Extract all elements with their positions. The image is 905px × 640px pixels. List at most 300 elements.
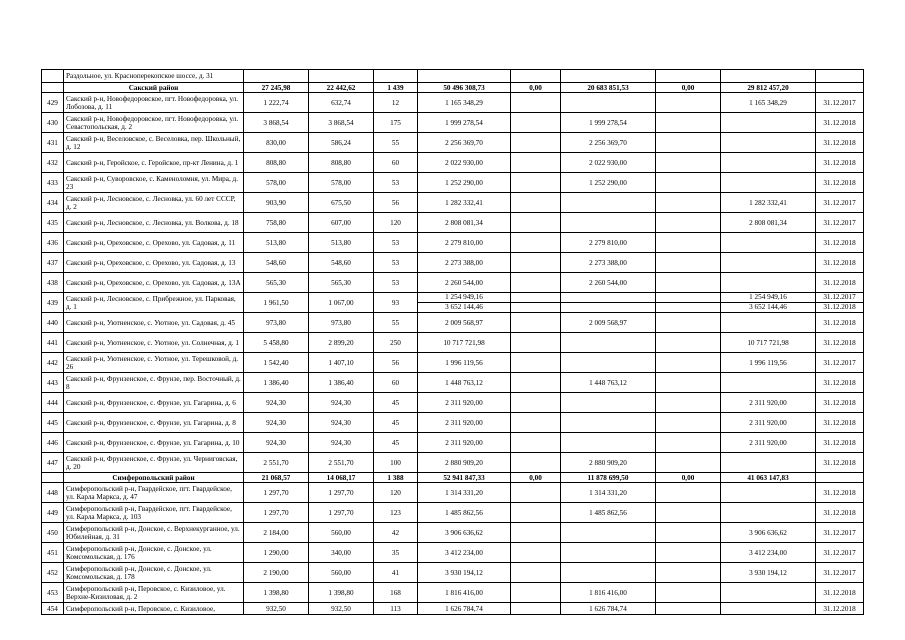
total-area: 903,90 [244, 193, 309, 213]
address-cell: Сакский р-н, Новофедоровское, пгт. Новофедоровка, ул. Севастопольская, д. 2 [64, 113, 244, 133]
cost-col-6: 1 314 331,20 [561, 483, 656, 503]
address-cell: Сакский р-н, Геройское, с. Геройское, пр-кт Ленина, д. 1 [64, 153, 244, 173]
residents-count: 120 [374, 483, 418, 503]
residential-area: 973,80 [309, 313, 374, 333]
total-cost: 2 256 369,70 [418, 133, 511, 153]
deadline-date [816, 293, 864, 313]
cost-col-7 [656, 333, 721, 353]
table-row [42, 393, 864, 413]
residential-area: 1 297,70 [309, 503, 374, 523]
residents-count: 53 [374, 233, 418, 253]
row-number: 438 [42, 273, 64, 293]
split-value-bottom: 3 652 144,46 [721, 302, 815, 312]
total-cost: 52 941 847,33 [418, 473, 511, 483]
cost-col-6 [561, 193, 656, 213]
residents-count: 45 [374, 393, 418, 413]
total-area: 1 961,50 [244, 293, 309, 313]
residents-count: 45 [374, 413, 418, 433]
cost-col-6: 1 448 763,12 [561, 373, 656, 393]
row-number: 431 [42, 133, 64, 153]
cost-col-8 [721, 293, 816, 313]
cost-col-7 [656, 483, 721, 503]
cost-col-8 [721, 253, 816, 273]
split-value-top [511, 293, 560, 302]
residents-count: 41 [374, 563, 418, 583]
cost-col-6 [561, 543, 656, 563]
residential-area: 578,00 [309, 173, 374, 193]
residential-area: 3 868,54 [309, 113, 374, 133]
cost-col-5 [511, 603, 561, 615]
cost-col-6: 2 880 909,20 [561, 453, 656, 473]
address-cell: Сакский р-н, Ореховское, с. Орехово, ул. Садовая, д. 11 [64, 233, 244, 253]
cost-col-8 [721, 273, 816, 293]
row-number: 443 [42, 373, 64, 393]
cost-col-5 [511, 413, 561, 433]
residential-area: 808,80 [309, 153, 374, 173]
residential-area: 2 551,70 [309, 453, 374, 473]
split-value-bottom: 3 652 144,46 [418, 302, 510, 312]
total-cost: 10 717 721,98 [418, 333, 511, 353]
residents-count: 53 [374, 273, 418, 293]
residential-area: 586,24 [309, 133, 374, 153]
table-row [42, 503, 864, 523]
total-cost: 1 252 290,00 [418, 173, 511, 193]
cost-col-7 [656, 603, 721, 615]
row-number: 448 [42, 483, 64, 503]
address-cell: Симферопольский р-н, Гвардейское, пгт. Гвардейское, ул. Карла Маркса, д. 103 [64, 503, 244, 523]
deadline-date: 31.12.2017 [816, 193, 864, 213]
residential-area: 1 407,10 [309, 353, 374, 373]
cost-col-5 [511, 373, 561, 393]
total-area: 1 222,74 [244, 93, 309, 113]
total-cost: 2 311 920,00 [418, 393, 511, 413]
cost-col-8 [721, 113, 816, 133]
residential-area: 924,30 [309, 413, 374, 433]
residents-count: 45 [374, 433, 418, 453]
row-number: 439 [42, 293, 64, 313]
total-cost: 2 808 081,34 [418, 213, 511, 233]
cost-col-6 [561, 93, 656, 113]
cost-col-6 [561, 563, 656, 583]
deadline-date: 31.12.2018 [816, 503, 864, 523]
cost-col-5 [511, 233, 561, 253]
total-cost: 2 311 920,00 [418, 433, 511, 453]
total-cost: 1 448 763,12 [418, 373, 511, 393]
deadline-date: 31.12.2018 [816, 113, 864, 133]
residential-area: 924,30 [309, 433, 374, 453]
cost-col-5 [511, 333, 561, 353]
cost-col-6 [561, 393, 656, 413]
total-cost: 1 816 416,00 [418, 583, 511, 603]
total-cost: 2 260 544,00 [418, 273, 511, 293]
residents-count: 55 [374, 313, 418, 333]
cost-col-5: 0,00 [511, 473, 561, 483]
total-cost: 2 022 930,00 [418, 153, 511, 173]
cost-col-8 [721, 313, 816, 333]
split-value-top [656, 293, 720, 302]
cost-col-5 [511, 503, 561, 523]
cost-col-8 [721, 503, 816, 523]
table-row [42, 193, 864, 213]
cost-col-5 [511, 133, 561, 153]
residential-area: 2 899,20 [309, 333, 374, 353]
district-name: Сакский район [64, 83, 244, 93]
split-value-top: 1 254 949,16 [749, 293, 787, 301]
cost-col-8 [721, 583, 816, 603]
cost-col-7 [656, 293, 721, 313]
address-cell: Сакский р-н, Новофедоровское, пгт. Новофедоровка, ул. Лобозова, д. 11 [64, 93, 244, 113]
cost-col-7 [656, 453, 721, 473]
total-cost: 1 314 331,20 [418, 483, 511, 503]
cost-col-7 [656, 393, 721, 413]
cost-col-8: 2 311 920,00 [721, 413, 816, 433]
row-number: 453 [42, 583, 64, 603]
residential-area: 607,00 [309, 213, 374, 233]
cost-col-8 [721, 233, 816, 253]
table-row [42, 313, 864, 333]
deadline-date: 31.12.2018 [816, 483, 864, 503]
cost-col-6 [561, 293, 656, 313]
cost-col-7 [656, 93, 721, 113]
residents-count: 1 439 [374, 83, 418, 93]
row-number: 441 [42, 333, 64, 353]
total-area: 924,30 [244, 413, 309, 433]
cost-col-5 [511, 583, 561, 603]
row-number: 432 [42, 153, 64, 173]
residential-area: 560,00 [309, 563, 374, 583]
table-row [42, 153, 864, 173]
total-area: 21 068,57 [244, 473, 309, 483]
deadline-date: 31.12.2018 [816, 413, 864, 433]
cost-col-7 [656, 233, 721, 253]
total-cost: 1 999 278,54 [418, 113, 511, 133]
cost-col-8: 2 311 920,00 [721, 393, 816, 413]
table-row [42, 523, 864, 543]
residential-area: 1 398,80 [309, 583, 374, 603]
total-area: 830,00 [244, 133, 309, 153]
cost-col-6: 1 816 416,00 [561, 583, 656, 603]
total-area: 27 245,98 [244, 83, 309, 93]
total-cost: 3 930 194,12 [418, 563, 511, 583]
cost-col-6: 1 626 784,74 [561, 603, 656, 615]
total-area: 973,80 [244, 313, 309, 333]
residents-count: 113 [374, 603, 418, 615]
address-cell: Сакский р-н, Лесновское, с. Лесновка, ул. Волкова, д. 18 [64, 213, 244, 233]
total-area: 565,30 [244, 273, 309, 293]
residents-count: 123 [374, 503, 418, 523]
cost-col-8: 3 906 636,62 [721, 523, 816, 543]
district-name: Симферопольский район [64, 473, 244, 483]
address-cell: Симферопольский р-н, Гвардейское, пгт. Гвардейское, ул. Карла Маркса, д. 47 [64, 483, 244, 503]
address-cell: Сакский р-н, Фрунзенское, с. Фрунзе, пер. Восточный, д. 8 [64, 373, 244, 393]
district-total-row [42, 473, 864, 483]
cost-col-6: 2 022 930,00 [561, 153, 656, 173]
cost-col-6: 1 485 862,56 [561, 503, 656, 523]
table-row [42, 233, 864, 253]
total-area: 758,80 [244, 213, 309, 233]
total-area: 548,60 [244, 253, 309, 273]
deadline-date: 31.12.2017 [816, 93, 864, 113]
table-row [42, 583, 864, 603]
cost-col-8 [721, 173, 816, 193]
row-number [42, 70, 64, 83]
residents-count: 12 [374, 93, 418, 113]
total-area: 924,30 [244, 393, 309, 413]
row-number: 437 [42, 253, 64, 273]
residential-area: 675,50 [309, 193, 374, 213]
total-cost: 1 165 348,29 [418, 93, 511, 113]
deadline-date: 31.12.2018 [816, 173, 864, 193]
cost-col-6 [561, 353, 656, 373]
row-number: 440 [42, 313, 64, 333]
table-row [42, 70, 864, 83]
address-cell: Симферопольский р-н, Донское, с. Верхнекурганное, ул. Юбилейная, д. 31 [64, 523, 244, 543]
cost-col-5 [511, 523, 561, 543]
split-value-bottom [511, 302, 560, 312]
row-number: 454 [42, 603, 64, 615]
total-cost: 1 485 862,56 [418, 503, 511, 523]
address-cell: Сакский р-н, Лесновское, с. Лесновка, ул. 60 лет СССР, д. 2 [64, 193, 244, 213]
residents-count: 56 [374, 353, 418, 373]
row-number [42, 473, 64, 483]
cost-col-5 [511, 173, 561, 193]
total-cost: 1 996 119,56 [418, 353, 511, 373]
cost-col-6: 11 878 699,50 [561, 473, 656, 483]
total-area: 2 184,00 [244, 523, 309, 543]
cost-col-5 [511, 293, 561, 313]
table-row [42, 453, 864, 473]
split-value-bottom: 31.12.2018 [816, 302, 863, 312]
cost-col-7: 0,00 [656, 473, 721, 483]
deadline-date: 31.12.2018 [816, 313, 864, 333]
cost-col-6: 1 999 278,54 [561, 113, 656, 133]
cost-col-5 [511, 213, 561, 233]
cost-col-6: 2 256 369,70 [561, 133, 656, 153]
address-cell: Сакский р-н, Ореховское, с. Орехово, ул. Садовая, д. 13А [64, 273, 244, 293]
cost-col-5 [511, 153, 561, 173]
table-row [42, 333, 864, 353]
total-area: 2 551,70 [244, 453, 309, 473]
residents-count: 56 [374, 193, 418, 213]
total-cost: 1 282 332,41 [418, 193, 511, 213]
deadline-date: 31.12.2018 [816, 253, 864, 273]
cost-col-7 [656, 193, 721, 213]
cost-col-7 [656, 543, 721, 563]
cost-col-8: 2 808 081,34 [721, 213, 816, 233]
residents-count: 250 [374, 333, 418, 353]
table-row [42, 273, 864, 293]
cost-col-8 [721, 453, 816, 473]
cost-col-7 [656, 373, 721, 393]
deadline-date [816, 473, 864, 483]
cost-col-7 [656, 433, 721, 453]
address-cell: Сакский р-н, Веселовское, с. Веселовка, пер. Школьный, д. 12 [64, 133, 244, 153]
deadline-date: 31.12.2017 [816, 523, 864, 543]
address-cell: Сакский р-н, Лесновское, с. Прибрежное, ул. Парковая, д. 1 [64, 293, 244, 313]
row-number: 429 [42, 93, 64, 113]
cost-col-5 [511, 113, 561, 133]
cost-col-7 [656, 213, 721, 233]
deadline-date: 31.12.2017 [816, 563, 864, 583]
address-cell: Сакский р-н, Фрунзенское, с. Фрунзе, ул. Гагарина, д. 6 [64, 393, 244, 413]
residents-count: 120 [374, 213, 418, 233]
cost-col-7 [656, 253, 721, 273]
row-number: 436 [42, 233, 64, 253]
cost-col-8 [721, 603, 816, 615]
cost-col-8: 2 311 920,00 [721, 433, 816, 453]
total-cost: 3 906 636,62 [418, 523, 511, 543]
residential-area: 1 067,00 [309, 293, 374, 313]
residents-count: 100 [374, 453, 418, 473]
residents-count: 55 [374, 133, 418, 153]
deadline-date: 31.12.2018 [816, 233, 864, 253]
table-row [42, 433, 864, 453]
table-row [42, 543, 864, 563]
row-number: 446 [42, 433, 64, 453]
total-area: 924,30 [244, 433, 309, 453]
cost-col-8: 1 996 119,56 [721, 353, 816, 373]
row-number: 430 [42, 113, 64, 133]
cost-col-8: 1 282 332,41 [721, 193, 816, 213]
address-cell: Симферопольский р-н, Донское, с. Донское, ул. Комсомольская, д. 178 [64, 563, 244, 583]
cost-col-5 [511, 193, 561, 213]
cost-col-6 [561, 333, 656, 353]
table-row [42, 483, 864, 503]
total-cost: 2 273 388,00 [418, 253, 511, 273]
deadline-date: 31.12.2018 [816, 433, 864, 453]
row-number: 449 [42, 503, 64, 523]
residential-area: 924,30 [309, 393, 374, 413]
total-area: 1 297,70 [244, 503, 309, 523]
cost-col-5 [511, 253, 561, 273]
total-area: 3 868,54 [244, 113, 309, 133]
split-value-bottom [656, 302, 720, 312]
address-cell: Симферопольский р-н, Перовское, с. Кизиловое, [64, 603, 244, 615]
table-row [42, 413, 864, 433]
cost-col-5 [511, 353, 561, 373]
cost-col-7 [656, 523, 721, 543]
address-cell: Сакский р-н, Суворовское, с. Каменоломня, ул. Мира, д. 23 [64, 173, 244, 193]
cost-col-7 [656, 353, 721, 373]
split-value-top: 1 254 949,16 [445, 293, 483, 301]
residential-area: 560,00 [309, 523, 374, 543]
deadline-date: 31.12.2017 [816, 543, 864, 563]
total-area: 808,80 [244, 153, 309, 173]
cost-col-7 [656, 583, 721, 603]
total-area: 932,50 [244, 603, 309, 615]
total-area: 2 190,00 [244, 563, 309, 583]
cost-col-8: 3 412 234,00 [721, 543, 816, 563]
deadline-date: 31.12.2018 [816, 453, 864, 473]
deadline-date: 31.12.2018 [816, 393, 864, 413]
address-cell: Сакский р-н, Фрунзенское, с. Фрунзе, ул. Гагарина, д. 8 [64, 413, 244, 433]
cost-col-8: 3 930 194,12 [721, 563, 816, 583]
cost-col-8 [721, 483, 816, 503]
cost-col-6 [561, 433, 656, 453]
row-number: 435 [42, 213, 64, 233]
cost-col-7 [656, 153, 721, 173]
table-row [42, 603, 864, 615]
total-area: 1 297,70 [244, 483, 309, 503]
residential-area: 513,80 [309, 233, 374, 253]
total-area: 1 290,00 [244, 543, 309, 563]
cost-col-5 [511, 453, 561, 473]
residential-area: 1 386,40 [309, 373, 374, 393]
total-cost: 2 311 920,00 [418, 413, 511, 433]
cost-col-7 [656, 273, 721, 293]
total-area: 578,00 [244, 173, 309, 193]
cost-col-6 [561, 413, 656, 433]
cost-col-8 [721, 133, 816, 153]
cost-col-8 [721, 373, 816, 393]
residents-count: 93 [374, 293, 418, 313]
cost-col-5: 0,00 [511, 83, 561, 93]
row-number: 445 [42, 413, 64, 433]
table-row [42, 293, 864, 313]
residential-area: 22 442,62 [309, 83, 374, 93]
split-value-top: 31.12.2017 [823, 293, 856, 301]
cost-col-8 [721, 153, 816, 173]
cost-col-6: 2 279 810,00 [561, 233, 656, 253]
row-number: 450 [42, 523, 64, 543]
address-cell: Сакский р-н, Фрунзенское, с. Фрунзе, ул. Черниговская, д. 20 [64, 453, 244, 473]
residential-area: 548,60 [309, 253, 374, 273]
total-cost: 1 626 784,74 [418, 603, 511, 615]
total-area: 513,80 [244, 233, 309, 253]
cost-col-6: 2 273 388,00 [561, 253, 656, 273]
cost-col-6: 2 260 544,00 [561, 273, 656, 293]
cost-col-7 [656, 173, 721, 193]
total-cost [418, 293, 511, 313]
table-row [42, 373, 864, 393]
cost-col-6: 20 683 851,53 [561, 83, 656, 93]
cost-col-7 [656, 133, 721, 153]
cost-col-6 [561, 523, 656, 543]
cost-col-5 [511, 393, 561, 413]
address-cell: Сакский р-н, Уютненское, с. Уютное, ул. Солнечная, д. 1 [64, 333, 244, 353]
total-cost: 2 009 568,97 [418, 313, 511, 333]
address-cell: Симферопольский р-н, Донское, с. Донское, ул. Комсомольская, д. 176 [64, 543, 244, 563]
cost-col-5 [511, 543, 561, 563]
deadline-date: 31.12.2018 [816, 603, 864, 615]
cost-col-8: 41 063 147,83 [721, 473, 816, 483]
cost-col-8: 29 812 457,20 [721, 83, 816, 93]
total-cost: 50 496 308,73 [418, 83, 511, 93]
address-cell: Сакский р-н, Ореховское, с. Орехово, ул. Садовая, д. 13 [64, 253, 244, 273]
deadline-date: 31.12.2018 [816, 153, 864, 173]
deadline-date: 31.12.2018 [816, 133, 864, 153]
residents-count: 60 [374, 153, 418, 173]
cost-col-5 [511, 273, 561, 293]
district-total-row [42, 83, 864, 93]
row-number: 442 [42, 353, 64, 373]
residents-count: 60 [374, 373, 418, 393]
residents-count: 53 [374, 173, 418, 193]
cost-col-7 [656, 413, 721, 433]
table-row [42, 253, 864, 273]
table-row [42, 113, 864, 133]
cost-col-6: 2 009 568,97 [561, 313, 656, 333]
split-value-top [561, 293, 655, 302]
table-row [42, 133, 864, 153]
deadline-date: 31.12.2018 [816, 583, 864, 603]
address-cell: Сакский р-н, Уютненское, с. Уютное, ул. Терешковой, д. 26 [64, 353, 244, 373]
table-row [42, 563, 864, 583]
row-number: 433 [42, 173, 64, 193]
residents-count: 175 [374, 113, 418, 133]
cost-col-8: 1 165 348,29 [721, 93, 816, 113]
deadline-date: 31.12.2018 [816, 373, 864, 393]
